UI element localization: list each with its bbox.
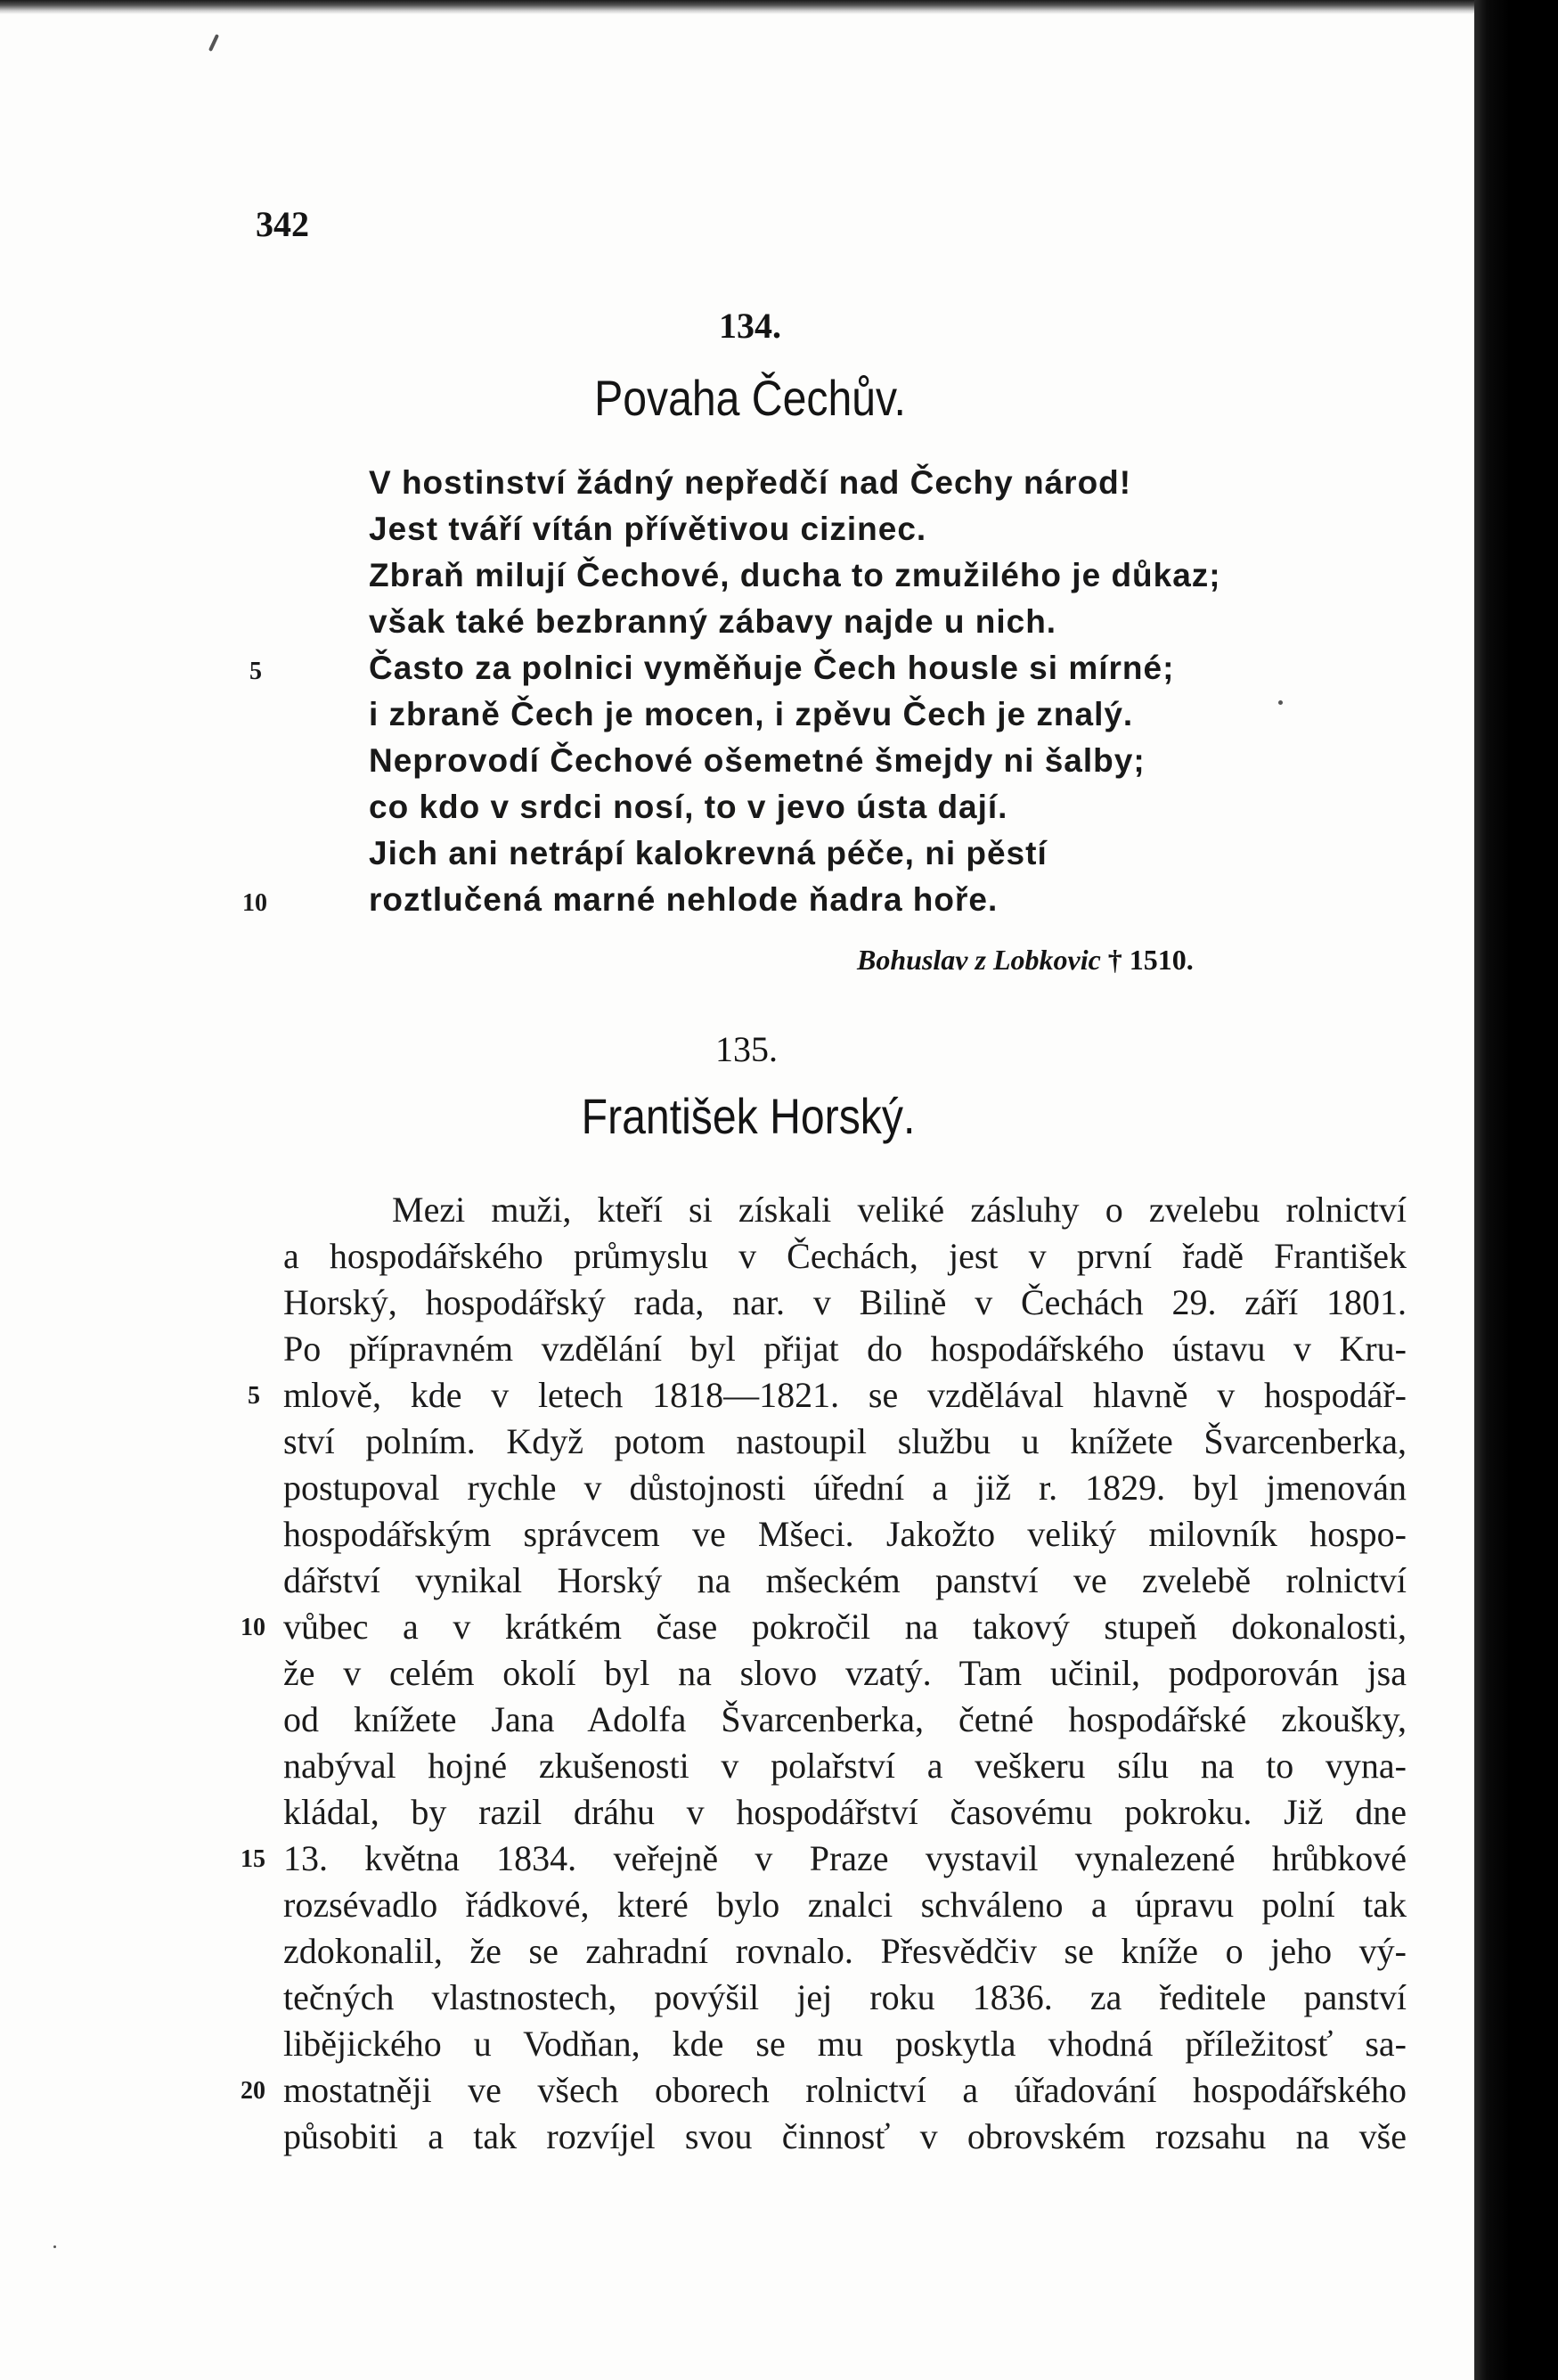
section-135-title: František Horský. (581, 1088, 916, 1144)
page-number: 342 (256, 204, 309, 244)
prose-line: kládal, by razil dráhu v hospodářství časovému pokroku. Již dne (283, 1792, 1407, 1832)
prose-line: tečných vlastnostech, povýšil jej roku 1836. za ředitele panství (283, 1977, 1407, 2017)
scan-speck (208, 34, 219, 52)
prose-line-number-5: 5 (248, 1382, 260, 1410)
poem-line: roztlučená marné nehlode ňadra hoře. (369, 881, 999, 918)
section-134-number: 134. (719, 306, 781, 346)
section-135-number: 135. (715, 1029, 778, 1069)
prose-line: rozsévadlo řádkové, které bylo znalci schváleno a úpravu polní tak (283, 1885, 1407, 1925)
prose-line-number-10: 10 (241, 1614, 265, 1641)
prose-line: dářství vynikal Horský na mšeckém panství ve zvelebě rolnictví (283, 1560, 1407, 1600)
prose-line: Horský, hospodářský rada, nar. v Bilině v Čechách 29. září 1801. (283, 1282, 1407, 1322)
prose-line: Mezi muži, kteří si získali veliké zásluhy o zvelebu rolnictví (392, 1190, 1407, 1230)
poem-line: však také bezbranný zábavy najde u nich. (369, 603, 1057, 640)
prose-line: Po přípravném vzdělání byl přijat do hospodářského ústavu v Kru- (283, 1329, 1407, 1369)
prose-line: vůbec a v krátkém čase pokročil na takový stupeň dokonalosti, (283, 1607, 1407, 1647)
scan-speck (53, 2245, 56, 2248)
poem-line: Neprovodí Čechové ošemetné šmejdy ni šalby; (369, 742, 1146, 779)
prose-line: ství polním. Když potom nastoupil službu u knížete Švarcenberka, (283, 1421, 1407, 1461)
prose-line: liběјického u Vodňan, kde se mu poskytla vhodná příležitosť sa- (283, 2024, 1407, 2064)
scan-top-edge (0, 0, 1479, 14)
attribution-year: † 1510. (1107, 944, 1194, 976)
prose-line: a hospodářského průmyslu v Čechách, jest v první řadě František (283, 1236, 1407, 1276)
prose-line: mostatněji ve všech oborech rolnictví a úřadování hospodářského (283, 2070, 1407, 2110)
prose-line: postupoval rychle v důstojnosti úřední a již r. 1829. byl jmenován (283, 1468, 1407, 1508)
prose-line: působiti a tak rozvíjel svou činnosť v obrovském rozsahu na vše (283, 2116, 1407, 2156)
attribution (857, 944, 1194, 977)
prose-line: nabýval hojné zkušenosti v polařství a veškeru sílu na to vyna- (283, 1746, 1407, 1786)
poem-line: co kdo v srdci nosí, to v jevo ústa dají. (369, 789, 1008, 825)
poem-line: Často za polnici vyměňuje Čech housle si mírné; (369, 650, 1175, 686)
prose-line: od knížete Jana Adolfa Švarcenberka, četné hospodářské zkoušky, (283, 1699, 1407, 1739)
poem-line: Jest tváří vítán přívětivou cizinec. (369, 511, 927, 547)
attribution-author: Bohuslav z Lobkovic (857, 944, 1101, 976)
prose-line: že v celém okolí byl na slovo vzatý. Tam učinil, podporován jsa (283, 1653, 1407, 1693)
poem-line: V hostinství žádný nepředčí nad Čechy národ! (369, 464, 1132, 501)
poem-line-number-10: 10 (242, 889, 267, 917)
prose-line-number-20: 20 (241, 2077, 265, 2105)
poem-line: Zbraň milují Čechové, ducha to zmužilého je důkaz; (369, 557, 1221, 593)
prose-line: zdokonalil, že se zahradní rovnalo. Přesvědčiv se kníže o jeho vý- (283, 1931, 1407, 1971)
prose-line: mlově, kde v letech 1818—1821. se vzdělával hlavně v hospodář- (283, 1375, 1407, 1415)
prose-line-number-15: 15 (241, 1845, 265, 1873)
scan-speck (1278, 700, 1283, 705)
prose-line: hospodářským správcem ve Mšeci. Jakožto veliký milovník hospo- (283, 1514, 1407, 1554)
poem-line-number-5: 5 (249, 658, 262, 685)
poem-line: i zbraně Čech je mocen, i zpěvu Čech je znalý. (369, 696, 1134, 732)
prose-line: 13. května 1834. veřejně v Praze vystavil vynalezené hrůbkové (283, 1838, 1407, 1878)
scan-right-edge (1474, 0, 1558, 2380)
poem-line: Jich ani netrápí kalokrevná péče, ni pěstí (369, 835, 1048, 871)
section-134-title: Povaha Čechův. (594, 370, 906, 426)
